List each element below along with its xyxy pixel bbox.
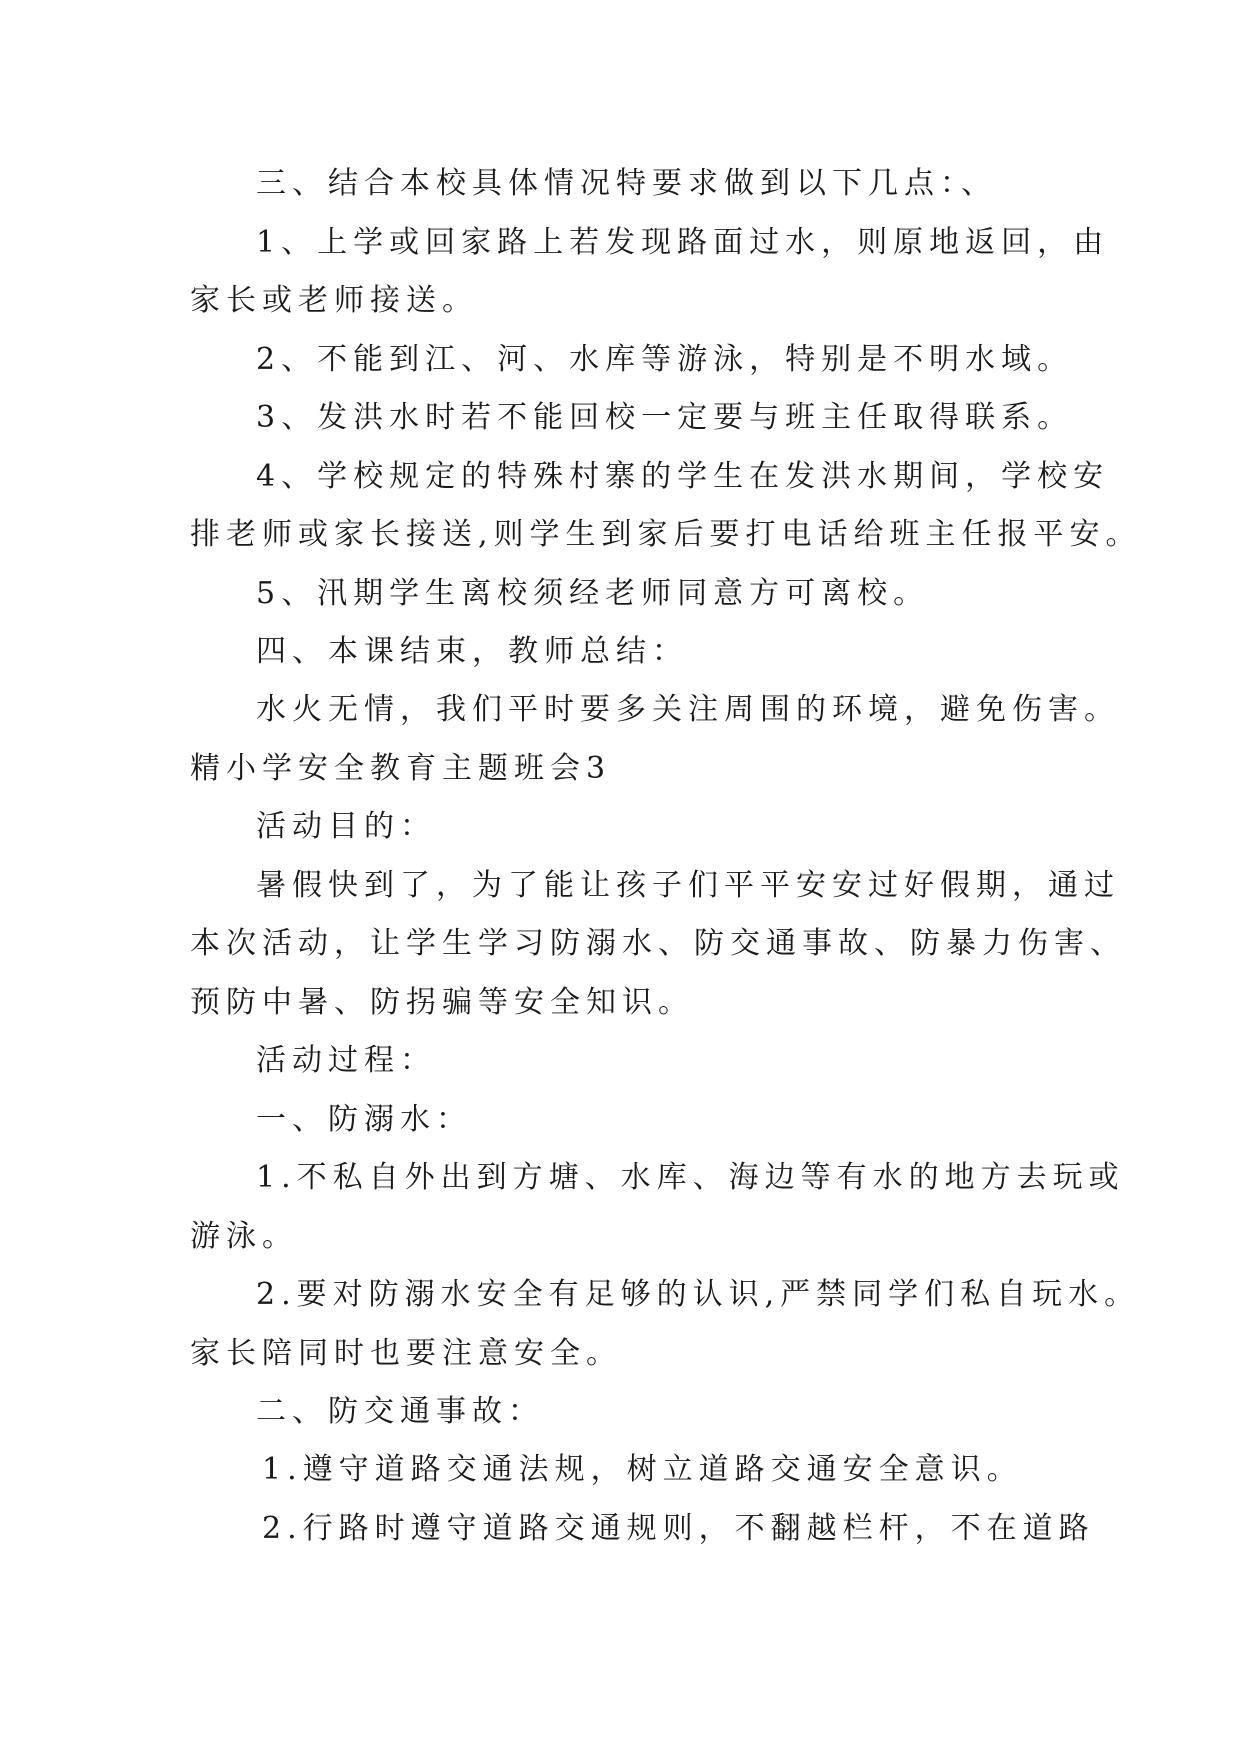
- paragraph-line: 家长陪同时也要注意安全。: [190, 1336, 622, 1371]
- paragraph-line: 本次活动，让学生学习防溺水、防交通事故、防暴力伤害、: [190, 926, 1126, 961]
- paragraph-line: 2.要对防溺水安全有足够的认识,严禁同学们私自玩水。: [256, 1277, 1141, 1312]
- paragraph-line: 2.行路时遵守道路交通规则，不翻越栏杆，不在道路: [262, 1511, 1095, 1546]
- section-heading: 三、结合本校具体情况特要求做到以下几点：、: [256, 166, 997, 201]
- section-heading: 一、防溺水：: [256, 1102, 472, 1137]
- paragraph-line: 5、汛期学生离校须经老师同意方可离校。: [256, 576, 930, 611]
- paragraph-line: 2、不能到江、河、水库等游泳，特别是不明水域。: [256, 342, 1074, 377]
- paragraph-line: 3、发洪水时若不能回校一定要与班主任取得联系。: [256, 400, 1074, 435]
- section-heading: 四、本课结束，教师总结：: [256, 634, 688, 669]
- section-heading: 活动目的：: [256, 809, 436, 844]
- document-title: 精小学安全教育主题班会3: [190, 751, 612, 786]
- paragraph-line: 游泳。: [190, 1219, 298, 1254]
- section-heading: 活动过程：: [256, 1043, 436, 1078]
- paragraph-line: 排老师或家长接送,则学生到家后要打电话给班主任报平安。: [190, 517, 1142, 552]
- paragraph-line: 1.遵守道路交通法规，树立道路交通安全意识。: [262, 1452, 1023, 1487]
- paragraph-line: 4、学校规定的特殊村寨的学生在发洪水期间，学校安: [256, 459, 1110, 494]
- paragraph-line: 1.不私自外出到方塘、水库、海边等有水的地方去玩或: [256, 1160, 1125, 1195]
- paragraph-line: 水火无情，我们平时要多关注周围的环境，避免伤害。: [256, 692, 1120, 727]
- paragraph-line: 预防中暑、防拐骗等安全知识。: [190, 985, 694, 1020]
- section-heading: 二、防交通事故：: [256, 1394, 544, 1429]
- paragraph-line: 家长或老师接送。: [190, 283, 478, 318]
- paragraph-line: 1、上学或回家路上若发现路面过水，则原地返回，由: [256, 225, 1110, 260]
- paragraph-line: 暑假快到了，为了能让孩子们平平安安过好假期，通过: [256, 868, 1120, 903]
